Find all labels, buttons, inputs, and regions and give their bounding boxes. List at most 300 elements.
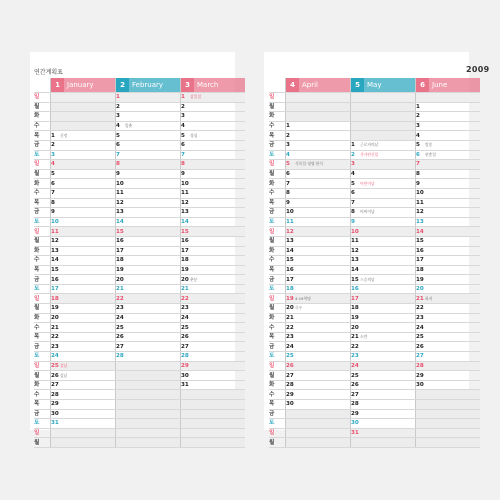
day-cell[interactable] bbox=[351, 227, 416, 237]
month-number: 2 bbox=[116, 78, 129, 92]
day-cell[interactable] bbox=[51, 198, 116, 208]
day-cell[interactable] bbox=[181, 275, 246, 285]
day-cell[interactable] bbox=[51, 284, 116, 294]
day-cell[interactable] bbox=[351, 390, 416, 400]
day-number: 23 bbox=[51, 343, 59, 350]
day-cell[interactable] bbox=[416, 352, 481, 362]
day-cell[interactable] bbox=[286, 332, 351, 342]
day-cell[interactable] bbox=[51, 140, 116, 150]
day-cell[interactable] bbox=[286, 400, 351, 410]
day-cell[interactable] bbox=[51, 275, 116, 285]
weekday-label: 화 bbox=[34, 179, 51, 189]
day-number: 2 bbox=[51, 142, 55, 149]
day-cell[interactable] bbox=[416, 140, 481, 150]
day-cell[interactable] bbox=[116, 217, 181, 227]
day-cell[interactable] bbox=[51, 361, 116, 371]
day-cell[interactable] bbox=[416, 131, 481, 141]
day-cell[interactable] bbox=[51, 169, 116, 179]
day-cell[interactable] bbox=[416, 265, 481, 275]
day-number: 21 bbox=[51, 324, 59, 331]
day-cell[interactable] bbox=[286, 217, 351, 227]
day-cell[interactable] bbox=[51, 352, 116, 362]
calendar-row bbox=[34, 361, 245, 371]
day-cell[interactable] bbox=[351, 371, 416, 381]
day-number: 26 bbox=[181, 334, 189, 341]
day-cell[interactable] bbox=[181, 140, 246, 150]
day-cell[interactable] bbox=[181, 131, 246, 141]
day-cell[interactable] bbox=[181, 121, 246, 131]
day-number: 12 bbox=[286, 228, 294, 235]
day-number: 22 bbox=[51, 334, 59, 341]
day-cell[interactable] bbox=[286, 208, 351, 218]
day-number: 1 bbox=[181, 94, 185, 101]
day-cell[interactable] bbox=[351, 160, 416, 170]
day-cell[interactable] bbox=[351, 284, 416, 294]
calendar-row bbox=[269, 112, 480, 122]
weekday-label: 금 bbox=[34, 409, 51, 419]
empty-cell bbox=[286, 102, 351, 112]
day-cell[interactable] bbox=[416, 294, 481, 304]
day-cell[interactable] bbox=[416, 236, 481, 246]
day-cell[interactable] bbox=[181, 93, 246, 103]
day-cell[interactable] bbox=[51, 256, 116, 266]
day-cell[interactable] bbox=[51, 236, 116, 246]
day-cell[interactable] bbox=[286, 342, 351, 352]
calendar-row bbox=[34, 428, 245, 438]
day-cell[interactable] bbox=[416, 121, 481, 131]
day-cell[interactable] bbox=[351, 265, 416, 275]
day-cell[interactable] bbox=[351, 294, 416, 304]
day-number: 26 bbox=[286, 362, 294, 369]
day-number: 25 bbox=[286, 353, 294, 360]
day-number: 18 bbox=[286, 286, 294, 293]
calendar-row bbox=[269, 93, 480, 103]
day-cell[interactable] bbox=[181, 284, 246, 294]
day-cell[interactable] bbox=[51, 208, 116, 218]
day-number: 3 bbox=[51, 151, 55, 158]
day-cell[interactable] bbox=[416, 217, 481, 227]
day-cell[interactable] bbox=[286, 140, 351, 150]
day-cell[interactable] bbox=[116, 140, 181, 150]
day-cell[interactable] bbox=[51, 409, 116, 419]
weekday-label: 목 bbox=[269, 265, 286, 275]
day-cell[interactable] bbox=[286, 227, 351, 237]
day-number: 12 bbox=[416, 209, 424, 216]
day-cell[interactable] bbox=[181, 342, 246, 352]
day-cell[interactable] bbox=[416, 112, 481, 122]
day-cell[interactable] bbox=[286, 179, 351, 189]
day-number: 2 bbox=[416, 113, 420, 120]
day-number: 30 bbox=[286, 401, 294, 408]
day-number: 11 bbox=[181, 190, 189, 197]
day-number: 7 bbox=[51, 190, 55, 197]
day-cell[interactable] bbox=[51, 131, 116, 141]
day-cell[interactable] bbox=[351, 188, 416, 198]
calendar-row bbox=[34, 227, 245, 237]
day-cell[interactable] bbox=[181, 179, 246, 189]
day-cell[interactable] bbox=[116, 313, 181, 323]
day-cell[interactable] bbox=[116, 208, 181, 218]
day-cell[interactable] bbox=[351, 275, 416, 285]
day-cell[interactable] bbox=[351, 428, 416, 438]
day-cell[interactable] bbox=[181, 246, 246, 256]
day-cell[interactable] bbox=[51, 294, 116, 304]
day-cell[interactable] bbox=[181, 208, 246, 218]
day-number: 18 bbox=[416, 266, 424, 273]
day-cell[interactable] bbox=[51, 332, 116, 342]
day-number: 18 bbox=[181, 257, 189, 264]
day-cell[interactable] bbox=[181, 198, 246, 208]
day-number: 23 bbox=[181, 305, 189, 312]
day-cell[interactable] bbox=[116, 102, 181, 112]
weekday-label: 금 bbox=[269, 275, 286, 285]
calendar-row bbox=[269, 179, 480, 189]
day-cell[interactable] bbox=[181, 150, 246, 160]
weekday-label: 목 bbox=[269, 332, 286, 342]
day-cell[interactable] bbox=[416, 208, 481, 218]
day-cell[interactable] bbox=[416, 380, 481, 390]
day-cell[interactable] bbox=[416, 361, 481, 371]
day-number: 17 bbox=[116, 247, 124, 254]
day-cell[interactable] bbox=[116, 112, 181, 122]
day-cell[interactable] bbox=[181, 313, 246, 323]
day-cell[interactable] bbox=[351, 342, 416, 352]
day-cell[interactable] bbox=[116, 352, 181, 362]
day-number: 28 bbox=[351, 401, 359, 408]
day-number: 20 bbox=[286, 305, 294, 312]
empty-cell bbox=[51, 121, 116, 131]
day-cell[interactable] bbox=[416, 246, 481, 256]
day-cell[interactable] bbox=[416, 371, 481, 381]
day-cell[interactable] bbox=[286, 198, 351, 208]
day-cell[interactable] bbox=[351, 179, 416, 189]
empty-cell bbox=[181, 428, 246, 438]
day-cell[interactable] bbox=[351, 256, 416, 266]
day-number: 1 bbox=[116, 94, 120, 101]
day-number: 12 bbox=[351, 247, 359, 254]
weekday-label: 수 bbox=[34, 188, 51, 198]
day-number: 7 bbox=[416, 161, 420, 168]
day-cell[interactable] bbox=[286, 390, 351, 400]
day-cell[interactable] bbox=[116, 160, 181, 170]
day-cell[interactable] bbox=[51, 246, 116, 256]
day-cell[interactable] bbox=[351, 380, 416, 390]
day-number: 10 bbox=[351, 228, 359, 235]
day-number: 29 bbox=[351, 410, 359, 417]
day-number: 5 bbox=[416, 142, 420, 149]
day-cell[interactable] bbox=[286, 131, 351, 141]
day-cell[interactable] bbox=[51, 227, 116, 237]
day-cell[interactable] bbox=[181, 236, 246, 246]
day-cell[interactable] bbox=[351, 352, 416, 362]
day-note: 석가탄신일 bbox=[360, 151, 379, 157]
day-cell[interactable] bbox=[116, 256, 181, 266]
day-cell[interactable] bbox=[116, 332, 181, 342]
day-number: 18 bbox=[351, 305, 359, 312]
day-number: 3 bbox=[181, 113, 185, 120]
day-cell[interactable] bbox=[416, 198, 481, 208]
day-cell[interactable] bbox=[181, 361, 246, 371]
day-cell[interactable] bbox=[116, 323, 181, 333]
day-cell[interactable] bbox=[286, 256, 351, 266]
day-cell[interactable] bbox=[416, 150, 481, 160]
day-cell[interactable] bbox=[181, 256, 246, 266]
day-cell[interactable] bbox=[286, 275, 351, 285]
empty-cell bbox=[116, 419, 181, 429]
day-cell[interactable] bbox=[181, 227, 246, 237]
day-number: 24 bbox=[351, 362, 359, 369]
day-cell[interactable] bbox=[116, 131, 181, 141]
day-cell[interactable] bbox=[51, 380, 116, 390]
day-cell[interactable] bbox=[51, 188, 116, 198]
day-number: 8 bbox=[181, 161, 185, 168]
day-cell[interactable] bbox=[116, 246, 181, 256]
day-cell[interactable] bbox=[416, 275, 481, 285]
day-cell[interactable] bbox=[51, 371, 116, 381]
day-cell[interactable] bbox=[351, 150, 416, 160]
calendar-row bbox=[269, 294, 480, 304]
day-cell[interactable] bbox=[181, 332, 246, 342]
day-cell[interactable] bbox=[416, 169, 481, 179]
day-cell[interactable] bbox=[181, 371, 246, 381]
calendar-row bbox=[34, 313, 245, 323]
day-cell[interactable] bbox=[51, 217, 116, 227]
day-cell[interactable] bbox=[286, 294, 351, 304]
day-number: 29 bbox=[181, 362, 189, 369]
day-cell[interactable] bbox=[181, 217, 246, 227]
day-number: 11 bbox=[116, 190, 124, 197]
calendar-row bbox=[34, 332, 245, 342]
day-cell[interactable] bbox=[116, 121, 181, 131]
calendar-row bbox=[34, 102, 245, 112]
day-cell[interactable] bbox=[416, 227, 481, 237]
day-cell[interactable] bbox=[351, 208, 416, 218]
day-cell[interactable] bbox=[351, 246, 416, 256]
day-cell[interactable] bbox=[116, 342, 181, 352]
day-cell[interactable] bbox=[351, 409, 416, 419]
day-cell[interactable] bbox=[51, 304, 116, 314]
day-cell[interactable] bbox=[416, 284, 481, 294]
weekday-label: 화 bbox=[269, 380, 286, 390]
day-cell[interactable] bbox=[416, 342, 481, 352]
day-cell[interactable] bbox=[181, 169, 246, 179]
day-cell[interactable] bbox=[351, 169, 416, 179]
day-number: 14 bbox=[116, 219, 124, 226]
weekday-label: 금 bbox=[269, 140, 286, 150]
day-cell[interactable] bbox=[351, 332, 416, 342]
calendar-row bbox=[269, 198, 480, 208]
day-cell[interactable] bbox=[116, 275, 181, 285]
day-cell[interactable] bbox=[181, 102, 246, 112]
day-cell[interactable] bbox=[286, 352, 351, 362]
empty-cell bbox=[416, 428, 481, 438]
day-number: 19 bbox=[286, 295, 294, 302]
day-cell[interactable] bbox=[181, 380, 246, 390]
weekday-label: 월 bbox=[269, 169, 286, 179]
weekday-label: 토 bbox=[34, 217, 51, 227]
calendar-row bbox=[269, 438, 480, 448]
day-cell[interactable] bbox=[351, 236, 416, 246]
calendar-row bbox=[34, 131, 245, 141]
empty-cell bbox=[181, 400, 246, 410]
weekday-label: 일 bbox=[34, 93, 51, 103]
day-cell[interactable] bbox=[116, 169, 181, 179]
weekday-label: 토 bbox=[269, 150, 286, 160]
weekday-label: 일 bbox=[269, 160, 286, 170]
day-cell[interactable] bbox=[286, 380, 351, 390]
day-cell[interactable] bbox=[286, 169, 351, 179]
day-cell[interactable] bbox=[416, 313, 481, 323]
day-cell[interactable] bbox=[51, 150, 116, 160]
day-number: 13 bbox=[181, 209, 189, 216]
day-number: 9 bbox=[51, 209, 55, 216]
day-cell[interactable] bbox=[286, 246, 351, 256]
day-cell[interactable] bbox=[416, 304, 481, 314]
calendar-row bbox=[34, 188, 245, 198]
day-cell[interactable] bbox=[416, 323, 481, 333]
day-cell[interactable] bbox=[116, 188, 181, 198]
day-cell[interactable] bbox=[181, 112, 246, 122]
day-cell[interactable] bbox=[286, 150, 351, 160]
day-number: 4 bbox=[286, 151, 290, 158]
weekday-label: 월 bbox=[269, 102, 286, 112]
day-number: 15 bbox=[181, 228, 189, 235]
day-cell[interactable] bbox=[286, 313, 351, 323]
month-header-march bbox=[181, 78, 246, 93]
calendar-table-right bbox=[269, 78, 480, 448]
month-number: 1 bbox=[51, 78, 64, 92]
day-cell[interactable] bbox=[181, 188, 246, 198]
page-title: 연간계획표 bbox=[34, 69, 63, 76]
weekday-label: 수 bbox=[269, 390, 286, 400]
day-cell[interactable] bbox=[286, 323, 351, 333]
day-cell[interactable] bbox=[51, 390, 116, 400]
day-cell[interactable] bbox=[416, 160, 481, 170]
day-cell[interactable] bbox=[51, 419, 116, 429]
day-number: 20 bbox=[181, 276, 189, 283]
day-cell[interactable] bbox=[116, 227, 181, 237]
calendar-row bbox=[269, 284, 480, 294]
calendar-row bbox=[269, 400, 480, 410]
day-cell[interactable] bbox=[116, 93, 181, 103]
day-number: 16 bbox=[351, 286, 359, 293]
day-number: 22 bbox=[351, 343, 359, 350]
day-cell[interactable] bbox=[51, 160, 116, 170]
day-cell[interactable] bbox=[416, 102, 481, 112]
day-cell[interactable] bbox=[181, 304, 246, 314]
day-number: 17 bbox=[51, 286, 59, 293]
day-number: 20 bbox=[116, 276, 124, 283]
day-cell[interactable] bbox=[351, 313, 416, 323]
empty-cell bbox=[116, 390, 181, 400]
day-cell[interactable] bbox=[416, 188, 481, 198]
day-cell[interactable] bbox=[181, 160, 246, 170]
day-cell[interactable] bbox=[51, 323, 116, 333]
day-cell[interactable] bbox=[286, 304, 351, 314]
day-cell[interactable] bbox=[116, 284, 181, 294]
day-cell[interactable] bbox=[416, 256, 481, 266]
day-cell[interactable] bbox=[116, 150, 181, 160]
day-cell[interactable] bbox=[286, 361, 351, 371]
day-number: 21 bbox=[181, 286, 189, 293]
day-note: 삼일절 bbox=[190, 94, 202, 100]
day-number: 25 bbox=[51, 362, 59, 369]
day-cell[interactable] bbox=[116, 294, 181, 304]
day-cell[interactable] bbox=[286, 371, 351, 381]
day-number: 4 bbox=[416, 132, 420, 139]
day-number: 10 bbox=[286, 209, 294, 216]
day-cell[interactable] bbox=[116, 265, 181, 275]
day-note: 현충일 bbox=[425, 151, 437, 157]
day-number: 5 bbox=[181, 132, 185, 139]
day-cell[interactable] bbox=[51, 400, 116, 410]
day-cell[interactable] bbox=[351, 361, 416, 371]
day-number: 11 bbox=[286, 219, 294, 226]
day-cell[interactable] bbox=[351, 419, 416, 429]
day-cell[interactable] bbox=[116, 198, 181, 208]
calendar-row bbox=[34, 323, 245, 333]
calendar-row bbox=[34, 256, 245, 266]
day-cell[interactable] bbox=[286, 284, 351, 294]
day-cell[interactable] bbox=[351, 217, 416, 227]
day-cell[interactable] bbox=[181, 294, 246, 304]
month-number: 5 bbox=[351, 78, 364, 92]
day-number: 28 bbox=[51, 391, 59, 398]
month-header-february bbox=[116, 78, 181, 93]
day-note: 식목일·청명·한식 bbox=[295, 161, 324, 167]
weekday-label: 월 bbox=[34, 438, 51, 448]
day-cell[interactable] bbox=[351, 198, 416, 208]
day-cell[interactable] bbox=[351, 304, 416, 314]
day-number: 23 bbox=[286, 334, 294, 341]
day-cell[interactable] bbox=[51, 342, 116, 352]
day-cell[interactable] bbox=[51, 265, 116, 275]
weekday-label: 일 bbox=[34, 160, 51, 170]
day-cell[interactable] bbox=[51, 179, 116, 189]
day-cell[interactable] bbox=[181, 265, 246, 275]
day-cell[interactable] bbox=[286, 188, 351, 198]
day-cell[interactable] bbox=[181, 352, 246, 362]
calendar-row bbox=[269, 380, 480, 390]
header-spacer bbox=[269, 78, 286, 93]
day-cell[interactable] bbox=[351, 323, 416, 333]
day-cell[interactable] bbox=[351, 140, 416, 150]
weekday-label: 목 bbox=[34, 265, 51, 275]
day-cell[interactable] bbox=[286, 265, 351, 275]
day-cell[interactable] bbox=[286, 236, 351, 246]
day-cell[interactable] bbox=[351, 400, 416, 410]
day-cell[interactable] bbox=[181, 323, 246, 333]
day-cell[interactable] bbox=[116, 304, 181, 314]
empty-cell bbox=[416, 409, 481, 419]
empty-cell bbox=[286, 93, 351, 103]
empty-cell bbox=[116, 428, 181, 438]
day-cell[interactable] bbox=[116, 236, 181, 246]
day-cell[interactable] bbox=[416, 179, 481, 189]
weekday-label: 금 bbox=[269, 208, 286, 218]
calendar-row bbox=[269, 428, 480, 438]
month-name: May bbox=[364, 78, 415, 92]
day-number: 29 bbox=[286, 391, 294, 398]
month-name: February bbox=[129, 78, 180, 92]
day-cell[interactable] bbox=[416, 332, 481, 342]
weekday-label: 월 bbox=[34, 169, 51, 179]
day-cell[interactable] bbox=[51, 313, 116, 323]
day-cell[interactable] bbox=[286, 160, 351, 170]
day-cell[interactable] bbox=[116, 179, 181, 189]
weekday-label: 토 bbox=[34, 284, 51, 294]
day-cell[interactable] bbox=[286, 121, 351, 131]
